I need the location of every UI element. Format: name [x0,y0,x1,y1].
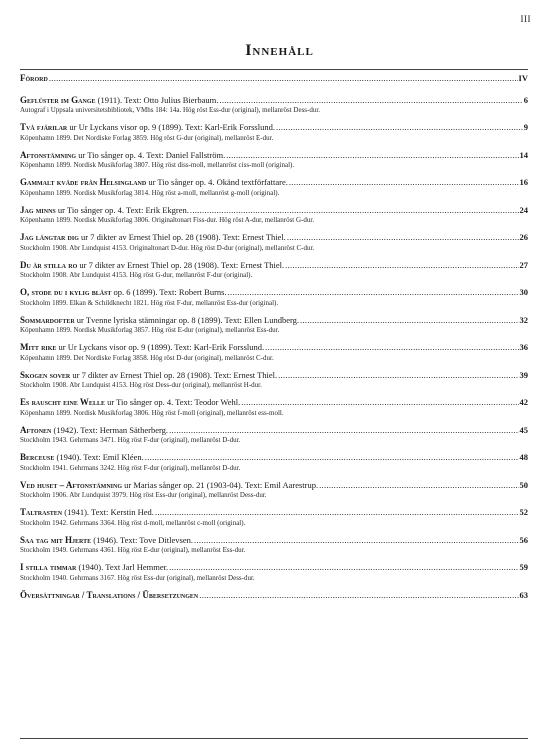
song-info: ur Tvenne lyriska stämningar op. 8 (1899). Text: Ellen Lundberg. [74,314,300,325]
leader-dots [190,205,519,216]
leader-dots [285,260,518,271]
toc-entry-heading [20,480,318,491]
page-ref: 27 [519,259,528,270]
song-title: Gammalt kväde från Helsingland [20,177,147,187]
toc-entry-line [20,73,528,84]
song-title: Jag minns [20,204,56,215]
song-info: (1940). Text Jarl Hemmer. [76,562,169,572]
toc-entry-heading [20,287,227,298]
song-info: (1946). Text: Tove Ditlevsen. [91,534,194,545]
page-number: III [520,14,531,24]
leader-dots [199,590,518,601]
publication-details: Köpenhamn 1899. Nordisk Musikforlag 3857. Hög röst E-dur (original), mellanröst Ess-dur. [20,326,280,334]
page-ref: 39 [519,369,528,380]
publication-details: Stockholm 1906. Abr Lundquist 3979. Hög röst Ess-dur (original), mellanröst Dess-dur. [20,491,267,499]
song-title: Två fjärilar [20,122,68,132]
publication-details: Stockholm 1908. Abr Lundquist 4153. Originaltonart D-dur. Hög röst D-dur (original), mellanröst C-dur. [20,243,315,252]
toc-entry [20,287,528,308]
publication-details: Stockholm 1908. Abr Lundquist 4153. Hög röst G-dur, mellanröst F-dur (original). [20,271,253,279]
leader-dots [226,150,518,161]
leader-dots [265,342,518,353]
publication-details: Stockholm 1940. Gehrmans 3167. Hög röst Ess-dur (original), mellanröst Dess-dur. [20,573,255,582]
page-ref: 63 [519,589,528,600]
leader-dots [194,535,518,546]
page-ref: 50 [519,479,528,490]
publication-details: Stockholm 1949. Gehrmans 4361. Hög röst E-dur (original), mellanröst Ess-dur. [20,546,246,554]
song-info: (1940). Text: Emil Kléen. [54,452,144,462]
song-title: Mitt rike [20,342,57,352]
toc-entry-line [20,342,528,353]
song-title: Jag längtar dig [20,232,79,242]
toc-entry [20,177,528,198]
leader-dots [219,95,522,106]
toc-entry [20,205,528,226]
toc-entry-heading [20,590,198,601]
toc-entry-line [20,480,528,491]
toc-entry-line [20,177,528,188]
page-ref: 48 [519,452,528,462]
toc-entry-heading [20,425,168,436]
page-ref: 36 [519,342,528,352]
page-ref: 26 [519,232,528,242]
song-title: O, stode du i kylig blåst [20,287,112,297]
song-title: Skogen sover [20,369,71,380]
toc-entry [20,397,528,418]
publication-details: Köpenhamn 1899. Det Nordiske Forlag 3858. Hög röst D-dur (original), mellanröst C-dur. [20,353,274,362]
song-info: ur Tio sånger op. 4. Text: Daniel Fallström. [76,149,226,160]
song-info: ur 7 dikter av Ernest Thiel op. 28 (1908). Text: Ernest Thiel. [77,259,285,270]
song-title: Berceuse [20,452,55,462]
leader-dots [49,73,518,84]
song-title: Aftonen [20,424,52,435]
toc-entry-heading [20,205,189,216]
toc-entry-line [20,260,528,271]
page-ref: 45 [519,424,528,435]
page-ref: 16 [519,177,528,187]
publication-details: Stockholm 1941. Gehrmans 3242. Hög röst F-dur (original), mellanröst D-dur. [20,463,241,472]
toc-entry-line [20,397,528,408]
song-title: Översättningar / Translations / Übersetzungen [20,589,199,600]
song-info: (1941). Text: Kerstin Hed. [62,507,154,517]
leader-dots [278,370,518,381]
page-ref: 9 [523,122,528,132]
page-ref: 56 [519,534,528,545]
leader-dots [145,452,519,463]
toc-entry [20,342,528,363]
toc-entry [20,562,528,583]
toc-entry-line [20,370,528,381]
leader-dots [169,425,518,436]
publication-details: Stockholm 1943. Gehrmans 3471. Hög röst F-dur (original), mellanröst D-dur. [20,436,241,444]
song-info: ur Tio sånger op. 4. Text: Teodor Wehl. [104,397,241,407]
toc-entry [20,122,528,143]
toc-entry [20,535,528,556]
toc-entry-line [20,95,528,106]
publication-details: Autograf i Uppsala universitetsbibliotek, VMhs 184: 14a. Hög röst Ess-dur (original), mellanröst Dess-dur. [20,106,321,114]
toc-entry [20,480,528,501]
song-info: ur 7 dikter av Ernest Thiel op. 28 (1908). Text: Ernest Thiel. [78,232,286,242]
leader-dots [319,480,518,491]
toc-entry-heading [20,370,277,381]
toc-entry-heading [20,95,218,106]
toc-entry [20,95,528,116]
leader-dots [228,287,519,298]
toc-entry-line [20,590,528,601]
leader-dots [289,177,519,188]
leader-dots [241,397,518,408]
toc-entry-heading [20,122,275,133]
song-title: Geflüster im Gange [20,94,96,105]
song-info: ur 7 dikter av Ernest Thiel op. 28 (1908). Text: Ernest Thiel. [70,369,278,380]
toc-entry-heading [20,535,193,546]
toc-entry-line [20,425,528,436]
leader-dots [287,232,519,243]
toc-entry-heading [20,342,264,353]
page-ref: 42 [519,397,528,407]
toc-entry-line [20,562,528,573]
toc-entry [20,315,528,336]
toc-entry-heading [20,507,154,518]
toc-entry [20,150,528,171]
publication-details: Köpenhamn 1899. Nordisk Musikforlag 3814. Hög röst a-moll, mellanröst g-moll (original). [20,188,280,197]
toc-entry [20,425,528,446]
toc-entry [20,452,528,473]
toc-entry-heading [20,260,284,271]
page-ref: 24 [519,204,528,215]
song-info: ur Tio sånger op. 4. Text: Erik Ekgren. [55,204,189,215]
toc-entry-heading [20,150,225,161]
toc-entry [20,370,528,391]
toc-entry-heading [20,315,299,326]
song-title: Taltrasten [20,507,63,517]
toc-entry-heading [20,397,240,408]
publication-details: Köpenhamn 1899. Nordisk Musikforlag 3806. Hög röst f-moll (original), mellanröst ess-moll. [20,408,284,417]
song-title: Saa tag mit Hjerte [20,534,92,545]
page-ref: 30 [519,287,528,297]
toc-entry-line [20,452,528,463]
page-ref: 59 [519,562,528,572]
leader-dots [169,562,518,573]
publication-details: Köpenhamn 1899. Nordisk Musikforlag 3807. Hög röst diss-moll, mellanröst ciss-moll (original). [20,161,295,169]
publication-details: Stockholm 1942. Gehrmans 3364. Hög röst d-moll, mellanröst c-moll (original). [20,518,246,527]
publication-details: Stockholm 1908. Abr Lundquist 4153. Hög röst Dess-dur (original), mellanröst H-dur. [20,381,262,389]
song-info: op. 6 (1899). Text: Robert Burns. [111,287,227,297]
song-title: Aftonstämning [20,149,77,160]
song-title: Förord [20,73,48,83]
toc-entry-line [20,150,528,161]
publication-details: Stockholm 1899. Elkan & Schildknecht 1821. Hög röst F-dur, mellanröst Ess-dur (original). [20,298,279,307]
leader-dots [300,315,518,326]
toc-entry-heading [20,562,168,573]
toc-entry-heading [20,73,48,84]
toc-entry-line [20,287,528,298]
toc-entry [20,507,528,528]
bottom-rule [20,738,528,739]
page-ref: 14 [519,149,528,160]
page-ref: IV [518,73,528,83]
publication-details: Köpenhamn 1899. Det Nordiske Forlag 3859. Hög röst G-dur (original), mellanröst E-dur. [20,133,274,142]
song-title: Ved huset – Aftonstämning [20,479,122,490]
leader-dots [276,122,523,133]
leader-dots [155,507,519,518]
toc-entry-line [20,507,528,518]
song-info: (1942). Text: Herman Sätherberg. [51,424,169,435]
song-info: ur Ur Lyckans visor op. 9 (1899). Text: Karl-Erik Forsslund. [67,122,275,132]
top-rule [20,69,528,70]
toc-entry [20,73,528,84]
toc-entry [20,232,528,253]
page-ref: 6 [523,94,528,105]
toc-entry-heading [20,177,288,188]
table-of-contents [20,73,528,611]
toc-entry-line [20,232,528,243]
song-title: Es rauscht eine Welle [20,397,105,407]
song-title: Sommardofter [20,314,75,325]
toc-entry-line [20,315,528,326]
song-info: ur Ur Lyckans visor op. 9 (1899). Text: Karl-Erik Forsslund. [56,342,265,352]
song-info: (1911). Text: Otto Julius Bierbaum. [95,94,219,105]
toc-entry-line [20,535,528,546]
song-title: I stilla timmar [20,562,77,572]
toc-entry-line [20,122,528,133]
toc-entry-heading [20,452,144,463]
publication-details: Köpenhamn 1899. Nordisk Musikforlag 3806. Originaltonart Fiss-dur. Hög röst A-dur, mellanröst G-dur. [20,216,315,224]
song-title: Du är stilla ro [20,259,78,270]
page-title: Innehåll [245,42,314,59]
page-ref: 52 [519,507,528,517]
toc-entry [20,260,528,281]
toc-entry-heading [20,232,286,243]
song-info: ur Tio sånger op. 4. Okänd textförfattare. [146,177,288,187]
page-ref: 32 [519,314,528,325]
toc-entry [20,590,528,601]
toc-entry-line [20,205,528,216]
song-info: ur Marias sånger op. 21 (1903-04). Text: Emil Aarestrup. [122,479,319,490]
